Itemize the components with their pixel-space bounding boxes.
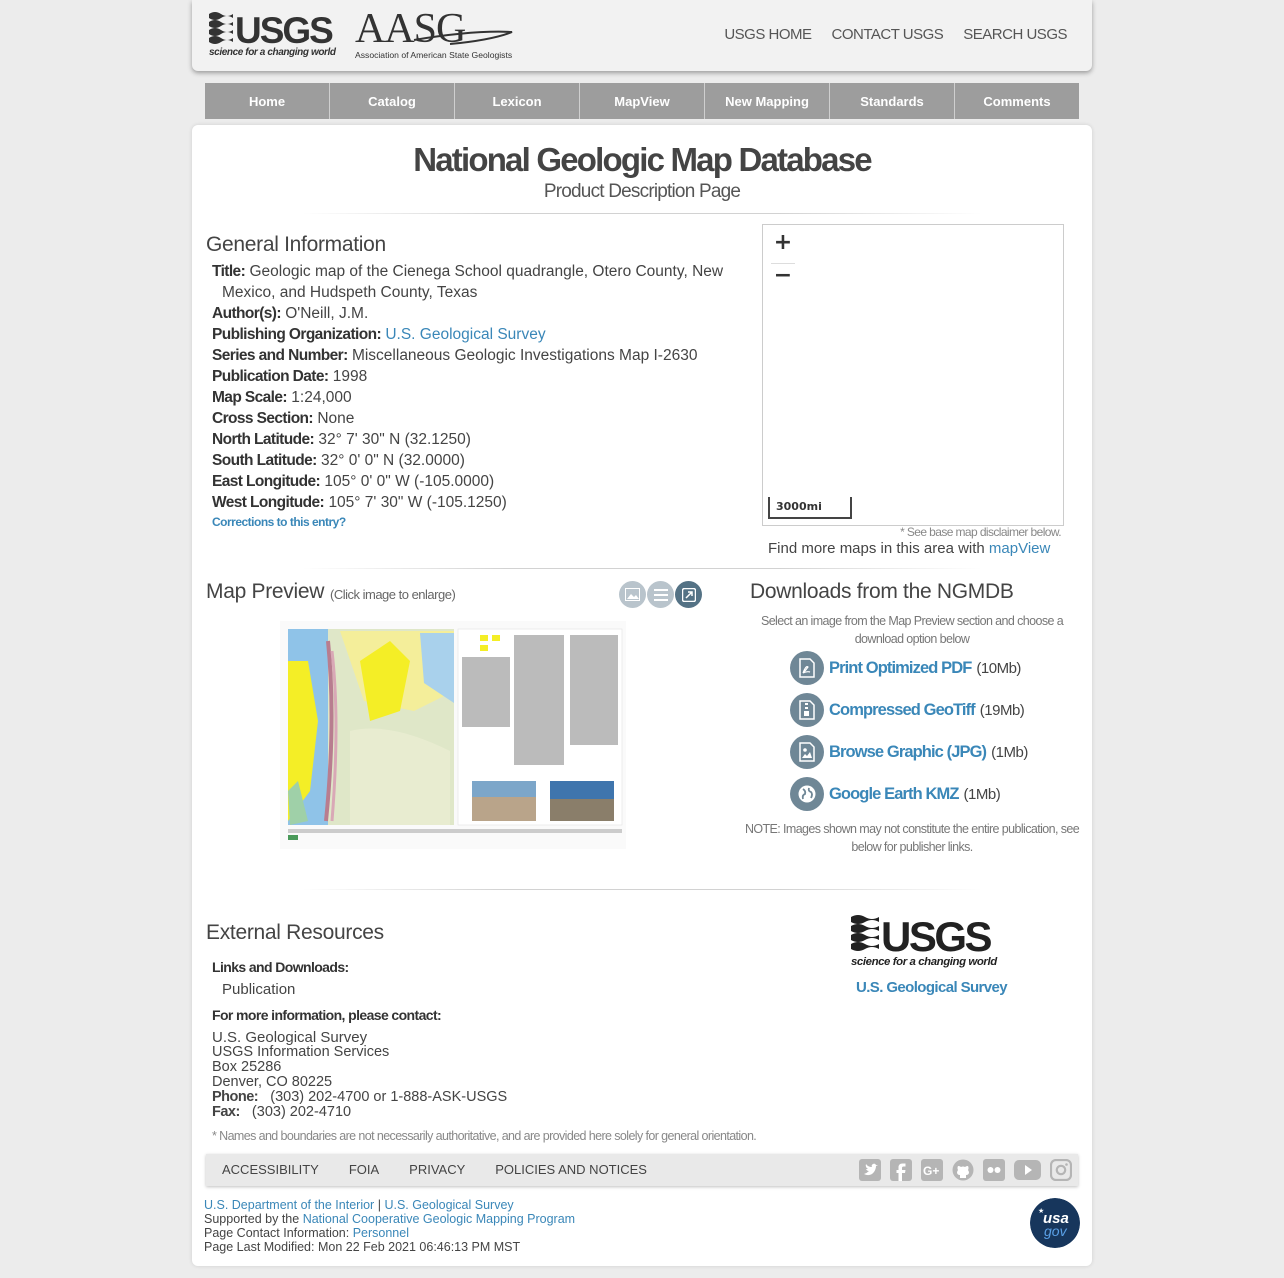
nav-home[interactable]: Home (205, 83, 330, 119)
usgs-logo-large[interactable] (850, 913, 998, 969)
base-map-disclaimer: * See base map disclaimer below. (900, 525, 1061, 539)
site-header (192, 0, 1092, 71)
main-content (192, 125, 1092, 1266)
zip-icon (790, 693, 824, 727)
download-pdf-size: (10Mb) (976, 659, 1021, 677)
expand-icon[interactable] (675, 581, 702, 608)
info-title: Title: Geologic map of the Cienega School quadrangle, Otero County, New Mexico, and Hudspeth County, Texas (212, 263, 724, 301)
downloads-note: NOTE: Images shown may not constitute the entire publication, see below for publisher links. (744, 822, 1080, 854)
download-kmz-size: (1Mb) (963, 785, 1001, 803)
address-line-3: Denver, CO 80225 (212, 1074, 333, 1090)
download-geotiff[interactable] (790, 692, 1024, 728)
usgs-footer-link[interactable]: U.S. Geological Survey (384, 1198, 514, 1212)
nav-new-mapping[interactable]: New Mapping (705, 83, 830, 119)
download-pdf-link[interactable]: Print Optimized PDF (829, 658, 972, 677)
nav-standards[interactable]: Standards (830, 83, 955, 119)
publisher-link[interactable]: U.S. Geological Survey (385, 326, 546, 343)
svg-text:G+: G+ (922, 1163, 939, 1178)
names-disclaimer: * Names and boundaries are not necessarily authoritative, and are provided here solely for general orientation. (212, 1129, 757, 1143)
svg-text:Association of American State: Association of American State Geologists (355, 50, 513, 60)
image-file-icon (790, 735, 824, 769)
address-line-1: USGS Information Services (212, 1044, 390, 1060)
instagram-icon[interactable] (1049, 1158, 1072, 1181)
info-authors: Author(s): O'Neill, J.M. (212, 305, 369, 322)
twitter-icon[interactable] (858, 1158, 881, 1181)
download-pdf[interactable] (790, 650, 1021, 686)
doi-line: U.S. Department of the Interior | U.S. Geological Survey (204, 1198, 514, 1212)
map-preview-image[interactable] (280, 621, 626, 849)
nav-comments[interactable]: Comments (955, 83, 1079, 119)
usgs-logo[interactable] (208, 8, 338, 58)
aasg-logo[interactable] (354, 6, 519, 62)
contact-org-link[interactable]: U.S. Geological Survey (212, 1029, 368, 1046)
main-nav (205, 83, 1079, 119)
general-info (212, 261, 742, 529)
flickr-icon[interactable] (982, 1158, 1005, 1181)
corrections-link[interactable]: Corrections to this entry? (212, 515, 346, 529)
contact-label: For more information, please contact: (212, 1007, 442, 1023)
zoom-in-button[interactable]: + (773, 230, 793, 255)
personnel-link[interactable]: Personnel (352, 1226, 409, 1240)
svg-text:★: ★ (1038, 1207, 1045, 1215)
map-preview-heading: Map Preview (206, 580, 325, 603)
download-geotiff-size: (19Mb) (979, 701, 1025, 719)
info-pub-date: Publication Date: 1998 (212, 368, 368, 385)
downloads-heading: Downloads from the NGMDB (750, 580, 1014, 603)
last-modified: Page Last Modified: Mon 22 Feb 2021 06:46:13 PM MST (204, 1240, 521, 1254)
info-east-lon: East Longitude: 105° 0' 0" W (-105.0000) (212, 473, 495, 490)
download-geotiff-link[interactable]: Compressed GeoTiff (829, 700, 975, 719)
contact-line: Page Contact Information: Personnel (204, 1226, 409, 1240)
youtube-icon[interactable] (1013, 1158, 1041, 1181)
usgs-home-link[interactable]: USGS HOME (724, 26, 812, 43)
info-north-lat: North Latitude: 32° 7' 30" N (32.1250) (212, 431, 471, 448)
info-map-scale: Map Scale: 1:24,000 (212, 389, 352, 406)
bottom-info (204, 1198, 575, 1254)
download-jpg-size: (1Mb) (991, 743, 1028, 761)
fax-line: Fax: (303) 202-4710 (212, 1104, 352, 1120)
downloads-hint: Select an image from the Map Preview section and choose a download option below (760, 614, 1064, 646)
policies-link[interactable]: POLICIES AND NOTICES (495, 1162, 647, 1177)
links-downloads-label: Links and Downloads: (212, 959, 349, 975)
google-plus-icon[interactable] (920, 1158, 943, 1181)
download-jpg-link[interactable]: Browse Graphic (JPG) (829, 742, 987, 761)
pdf-icon (790, 651, 824, 685)
info-south-lat: South Latitude: 32° 0' 0" N (32.0000) (212, 452, 465, 469)
footer-bar (206, 1154, 1078, 1186)
usgs-side-link[interactable]: U.S. Geological Survey (856, 979, 1008, 996)
address-line-2: Box 25286 (212, 1059, 282, 1075)
section-divider-2 (302, 889, 982, 890)
external-resources-heading: External Resources (206, 921, 384, 944)
publication-link[interactable]: Publication (222, 981, 296, 998)
mapview-link[interactable]: mapView (988, 540, 1051, 557)
info-series: Series and Number: Miscellaneous Geologic Investigations Map I-2630 (212, 347, 698, 364)
download-kmz[interactable] (790, 776, 1000, 812)
location-map[interactable] (762, 224, 1064, 526)
supported-line: Supported by the National Cooperative Geologic Mapping Program (204, 1212, 576, 1226)
image-icon[interactable] (619, 581, 646, 608)
find-more-maps: Find more maps in this area with mapView (768, 540, 1051, 557)
accessibility-link[interactable]: ACCESSIBILITY (222, 1162, 319, 1177)
contact-usgs-link[interactable]: CONTACT USGS (831, 26, 944, 43)
title-divider (302, 213, 982, 214)
foia-link[interactable]: FOIA (348, 1162, 380, 1177)
svg-text:USGS: USGS (235, 10, 332, 51)
ncgmp-link[interactable]: National Cooperative Geologic Mapping Program (302, 1212, 576, 1226)
github-icon[interactable] (951, 1158, 974, 1181)
svg-text:gov: gov (1044, 1223, 1067, 1239)
privacy-link[interactable]: PRIVACY (409, 1162, 466, 1177)
info-west-lon: West Longitude: 105° 7' 30" W (-105.1250) (212, 494, 507, 511)
svg-text:USGS: USGS (881, 913, 991, 960)
svg-text:science for a changing world: science for a changing world (851, 956, 997, 968)
map-scale-bar: 3000mi (768, 497, 852, 519)
download-kmz-link[interactable]: Google Earth KMZ (829, 784, 959, 803)
facebook-icon[interactable] (889, 1158, 912, 1181)
svg-text:usa: usa (1043, 1210, 1069, 1227)
info-publisher: Publishing Organization: U.S. Geological Survey (212, 326, 546, 343)
preview-hint: (Click image to enlarge) (330, 587, 456, 602)
phone-line: Phone: (303) 202-4700 or 1-888-ASK-USGS (212, 1089, 508, 1105)
zoom-out-button[interactable]: − (771, 263, 795, 289)
download-jpg[interactable] (790, 734, 1028, 770)
nav-lexicon[interactable]: Lexicon (455, 83, 580, 119)
globe-icon (790, 777, 824, 811)
nav-catalog[interactable]: Catalog (330, 83, 455, 119)
info-cross-section: Cross Section: None (212, 410, 355, 427)
svg-text:AASG: AASG (355, 6, 466, 52)
doi-link[interactable]: U.S. Department of the Interior (204, 1198, 375, 1212)
search-usgs-link[interactable]: SEARCH USGS (963, 26, 1067, 43)
nav-mapview[interactable]: MapView (580, 83, 705, 119)
list-icon[interactable] (647, 581, 674, 608)
general-info-heading: General Information (206, 233, 386, 256)
svg-text:science for a changing world: science for a changing world (209, 47, 336, 58)
usagov-logo[interactable] (1030, 1198, 1080, 1248)
section-divider (302, 568, 982, 569)
page-title: National Geologic Map Database (413, 141, 871, 178)
page-subtitle: Product Description Page (543, 181, 741, 202)
